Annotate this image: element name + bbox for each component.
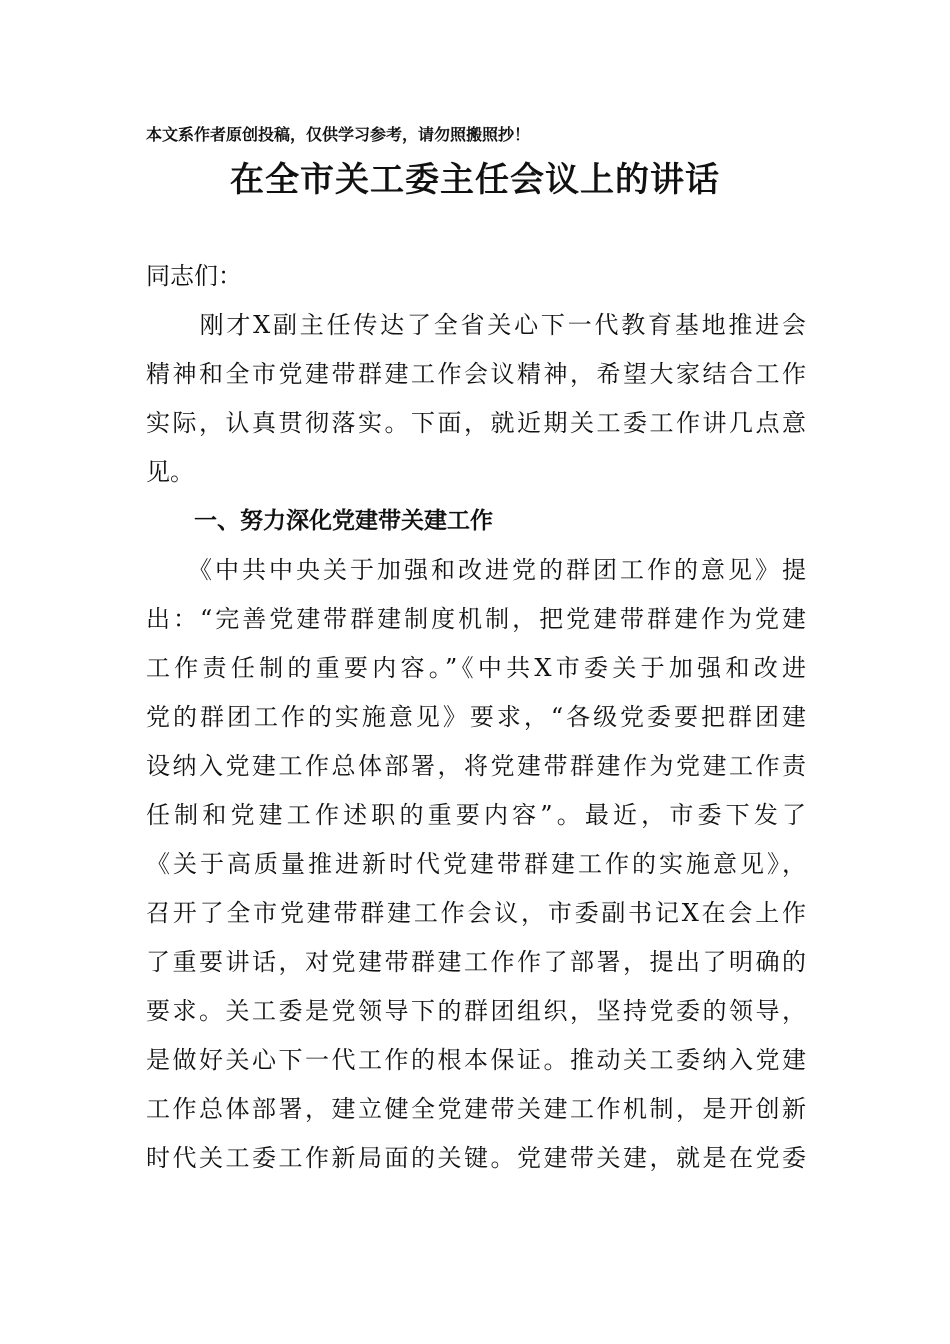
text-line: 召开了全市党建带群建工作会议，市委副书记X在会上作 <box>146 899 806 927</box>
text-line: 党的群团工作的实施意见》要求，“各级党委要把群团建 <box>146 703 806 731</box>
text-line: 工作总体部署，建立健全党建带关建工作机制，是开创新 <box>146 1095 806 1123</box>
document-body <box>146 252 806 1183</box>
section-paragraph <box>146 546 806 1183</box>
text-line: 刚才X副主任传达了全省关心下一代教育基地推进会 <box>146 311 806 339</box>
text-line: 了重要讲话，对党建带群建工作作了部署，提出了明确的 <box>146 948 806 976</box>
section-heading: 一、努力深化党建带关建工作 <box>194 508 493 534</box>
copyright-notice: 本文系作者原创投稿，仅供学习参考，请勿照搬照抄！ <box>146 125 531 144</box>
page-title: 在全市关工委主任会议上的讲话 <box>230 160 720 200</box>
text-line: 出：“完善党建带群建制度机制，把党建带群建作为党建 <box>146 605 806 633</box>
text-line: 见。 <box>146 458 194 486</box>
text-line: 实际，认真贯彻落实。下面，就近期关工委工作讲几点意 <box>146 409 806 437</box>
text-line: 《中共中央关于加强和改进党的群团工作的意见》提 <box>146 556 806 584</box>
text-line: 精神和全市党建带群建工作会议精神，希望大家结合工作 <box>146 360 806 388</box>
text-line: 任制和党建工作述职的重要内容”。最近，市委下发了 <box>146 801 806 829</box>
text-line: 工作责任制的重要内容。”《中共X市委关于加强和改进 <box>146 654 806 682</box>
intro-paragraph <box>146 301 806 497</box>
text-line: 时代关工委工作新局面的关键。党建带关建，就是在党委 <box>146 1144 806 1172</box>
text-line: 《关于高质量推进新时代党建带群建工作的实施意见》， <box>146 850 806 878</box>
salutation: 同志们： <box>146 262 242 290</box>
text-line: 要求。关工委是党领导下的群团组织，坚持党委的领导， <box>146 997 806 1025</box>
text-line: 设纳入党建工作总体部署，将党建带群建作为党建工作责 <box>146 752 806 780</box>
text-line: 是做好关心下一代工作的根本保证。推动关工委纳入党建 <box>146 1046 806 1074</box>
